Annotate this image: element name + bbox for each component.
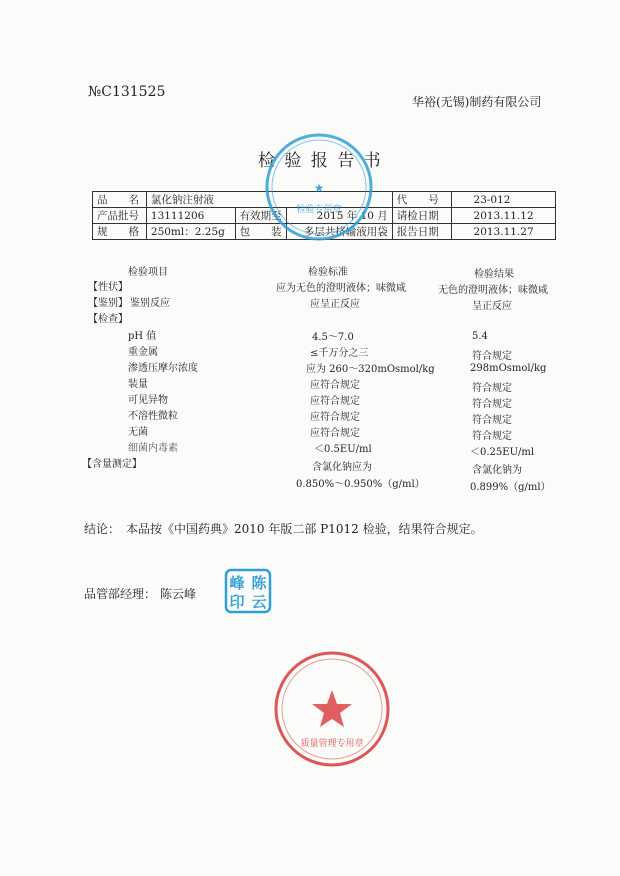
check-item: 不溶性微粒 <box>128 411 178 422</box>
check-standard: 应符合规定 <box>310 396 360 407</box>
personal-seal-stamp <box>224 568 272 614</box>
conclusion: 结论： 本品按《中国药典》2010 年版二部 P1012 检验，结果符合规定。 <box>84 522 483 536</box>
identify-item: 鉴别反应 <box>130 298 170 309</box>
assay-standard-line2: 0.850%～0.950%（g/ml） <box>296 479 425 490</box>
assay-standard-line1: 含氯化钠应为 <box>312 462 372 473</box>
check-standard: 应符合规定 <box>310 412 360 423</box>
product-name-label: 品 名 <box>93 192 147 208</box>
column-item: 检验项目 <box>128 267 168 278</box>
check-result: 298mOsmol/kg <box>470 363 547 374</box>
check-standard: ＜0.5EU/ml <box>314 444 372 455</box>
manager-name: 陈云峰 <box>160 587 197 601</box>
check-item: 装量 <box>128 379 148 390</box>
check-result: 符合规定 <box>472 415 512 426</box>
assay-result-line1: 含氯化钠为 <box>472 465 522 476</box>
column-standard: 检验标准 <box>308 267 348 278</box>
traits-standard: 应为无色的澄明液体；味微咸 <box>276 283 406 294</box>
check-item: 可见异物 <box>128 395 168 406</box>
check-standard: ≤千万分之三 <box>310 348 369 359</box>
expiry-label: 有效期至 <box>235 208 286 224</box>
svg-text:云: 云 <box>251 593 267 611</box>
section-identify: 【鉴别】 <box>88 298 128 309</box>
code-label: 代 号 <box>392 192 451 208</box>
code: 23-012 <box>451 192 555 208</box>
inspection-seal-stamp <box>262 130 376 244</box>
manager-label: 品管部经理： <box>84 587 157 601</box>
check-result: 5.4 <box>472 331 488 342</box>
svg-text:★: ★ <box>313 181 325 195</box>
traits-result: 无色的澄明液体；味微咸 <box>438 285 548 296</box>
product-name: 氯化钠注射液 <box>146 192 392 208</box>
assay-result-line2: 0.899%（g/ml） <box>470 482 551 493</box>
check-result: 符合规定 <box>472 431 512 442</box>
check-standard: 4.5～7.0 <box>312 332 354 343</box>
check-result: 符合规定 <box>472 351 512 362</box>
svg-text:峰: 峰 <box>229 574 245 592</box>
package-label: 包 装 <box>235 224 286 240</box>
section-check: 【检查】 <box>88 314 128 325</box>
check-standard: 应符合规定 <box>310 428 360 439</box>
package: 多层共挤输液用袋 <box>286 224 392 240</box>
check-result: ＜0.25EU/ml <box>470 447 535 458</box>
check-result: 符合规定 <box>472 383 512 394</box>
check-result: 符合规定 <box>472 399 512 410</box>
check-item: 重金属 <box>128 347 158 358</box>
section-assay: 【含量测定】 <box>82 459 142 470</box>
check-item: pH 值 <box>128 331 157 342</box>
check-standard: 应为 260～320mOsmol/kg <box>306 364 435 375</box>
company-name: 华裕(无锡)制药有限公司 <box>412 95 542 109</box>
document-number: №C131525 <box>88 84 166 100</box>
spec-label: 规 格 <box>93 224 147 240</box>
svg-text:质量管理专用章: 质量管理专用章 <box>300 739 364 749</box>
report-title: 检 验 报 告 书 <box>258 151 383 171</box>
check-item: 渗透压摩尔浓度 <box>128 363 198 374</box>
svg-text:印: 印 <box>229 593 245 611</box>
identify-standard: 应呈正反应 <box>310 299 360 310</box>
section-traits: 【性状】 <box>88 282 128 293</box>
request-date: 2013.11.12 <box>451 208 555 224</box>
report-date: 2013.11.27 <box>451 224 555 240</box>
batch-number: 13111206 <box>146 208 235 224</box>
column-result: 检验结果 <box>474 269 514 280</box>
check-standard: 应符合规定 <box>310 380 360 391</box>
request-date-label: 请检日期 <box>392 208 451 224</box>
svg-text:检验专用章: 检验专用章 <box>296 205 342 215</box>
expiry-date: 2015 年 10 月 <box>286 208 392 224</box>
identify-result: 呈正反应 <box>472 301 512 312</box>
check-item: 细菌内毒素 <box>128 443 178 454</box>
quality-seal-stamp <box>270 648 394 770</box>
report-date-label: 报告日期 <box>392 224 451 240</box>
svg-text:陈: 陈 <box>251 574 267 592</box>
spec: 250ml：2.25g <box>146 224 235 240</box>
check-item: 无菌 <box>128 427 148 438</box>
batch-label: 产品批号 <box>93 208 147 224</box>
